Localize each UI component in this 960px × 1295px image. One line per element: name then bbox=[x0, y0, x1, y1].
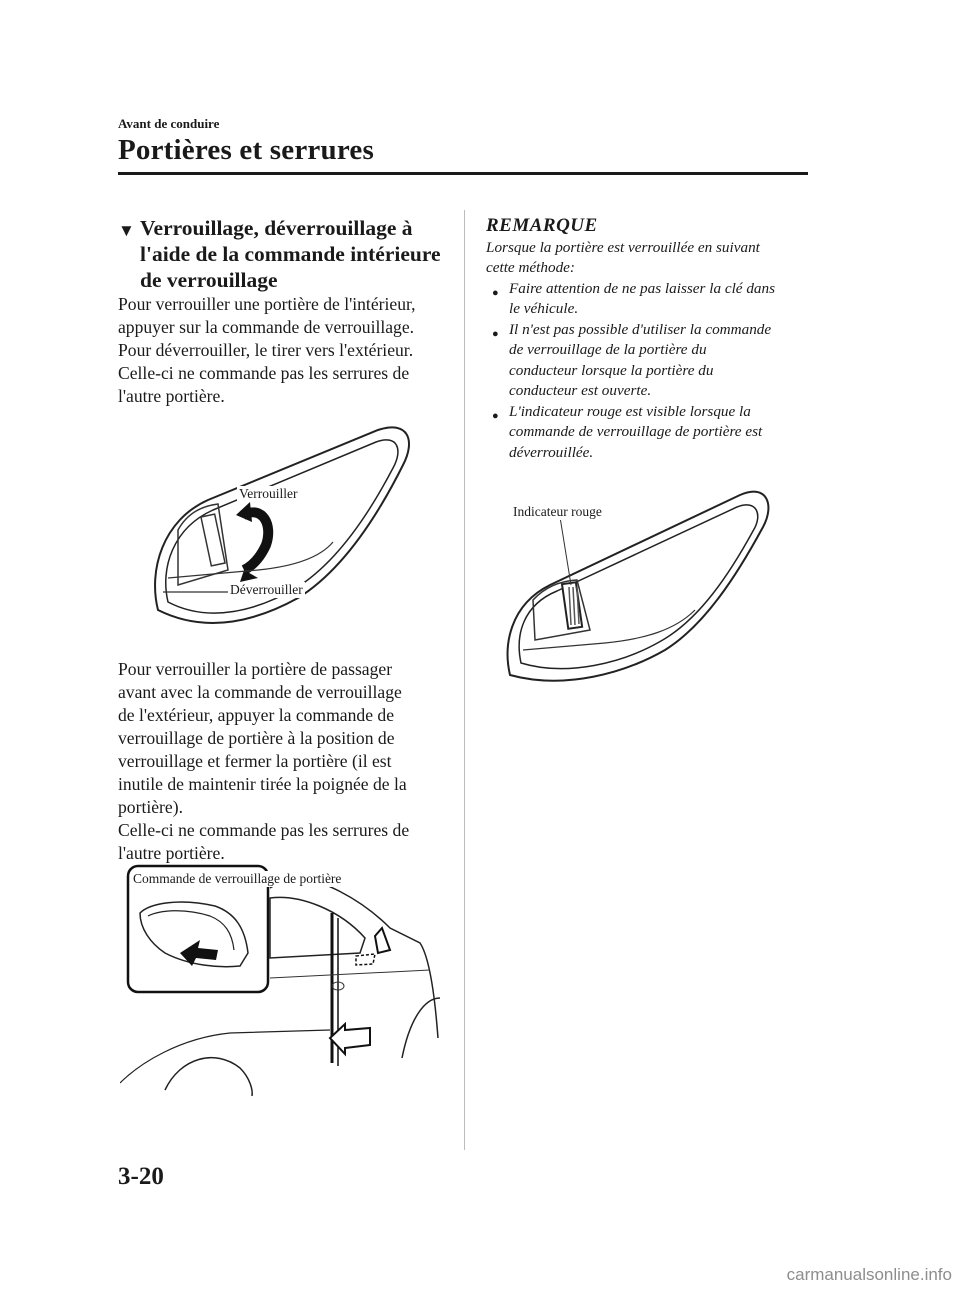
inner-handle-lock-figure bbox=[148, 420, 418, 640]
label-unlock: Déverrouiller bbox=[230, 582, 303, 597]
breadcrumb: Avant de conduire bbox=[118, 116, 220, 131]
label-lock: Verrouiller bbox=[239, 486, 298, 501]
bullet-icon: ● bbox=[492, 328, 499, 340]
text-line: l'autre portière. bbox=[118, 386, 225, 406]
text-line: Celle-ci ne commande pas les serrures de bbox=[118, 820, 410, 840]
text-line: verrouillage et fermer la portière (il est bbox=[118, 751, 392, 771]
note-bullet bbox=[486, 402, 816, 463]
heading-line: de verrouillage bbox=[140, 268, 278, 292]
title-rule bbox=[118, 172, 808, 175]
triangle-marker-icon: ▼ bbox=[118, 221, 135, 240]
text-line: inutile de maintenir tirée la poignée de la bbox=[118, 774, 407, 794]
page-title: Portières et serrures bbox=[118, 134, 374, 166]
text-line: l'autre portière. bbox=[118, 843, 225, 863]
text-line: Faire attention de ne pas laisser la clé dans bbox=[509, 280, 776, 297]
text-line: avant avec la commande de verrouillage bbox=[118, 682, 402, 702]
text-line: Il n'est pas possible d'utiliser la commande bbox=[509, 321, 772, 338]
car-door-lock-figure bbox=[120, 858, 450, 1098]
paragraph-passenger-lock bbox=[118, 658, 463, 865]
note-bullet bbox=[486, 320, 816, 402]
note-intro bbox=[486, 238, 816, 279]
text-line: Lorsque la portière est verrouillée en suivant bbox=[486, 239, 760, 256]
heading-line: l'aide de la commande intérieure bbox=[140, 242, 441, 266]
watermark: carmanualsonline.info bbox=[786, 1265, 952, 1284]
section-heading bbox=[118, 215, 458, 293]
text-line: de l'extérieur, appuyer la commande de bbox=[118, 705, 395, 725]
label-red-indicator: Indicateur rouge bbox=[513, 504, 602, 519]
text-line: commande de verrouillage de portière est bbox=[509, 423, 763, 441]
text-line: conducteur lorsque la portière du bbox=[509, 361, 714, 379]
paragraph-lock-instructions bbox=[118, 293, 463, 408]
column-divider bbox=[464, 210, 465, 1150]
text-line: Pour verrouiller une portière de l'intérieur, bbox=[118, 294, 416, 314]
text-line: portière). bbox=[118, 797, 183, 817]
bullet-icon: ● bbox=[492, 410, 499, 422]
label-door-lock-knob: Commande de verrouillage de portière bbox=[133, 871, 342, 886]
text-line: verrouillage de portière à la position de bbox=[118, 728, 395, 748]
text-line: déverrouillée. bbox=[509, 443, 594, 461]
text-line: Pour verrouiller la portière de passager bbox=[118, 659, 393, 679]
text-line: Celle-ci ne commande pas les serrures de bbox=[118, 363, 410, 383]
bullet-icon: ● bbox=[492, 287, 499, 299]
page-number: 3-20 bbox=[118, 1163, 164, 1190]
text-line: conducteur est ouverte. bbox=[509, 382, 652, 400]
text-line: cette méthode: bbox=[486, 259, 575, 277]
text-line: L'indicateur rouge est visible lorsque la bbox=[509, 403, 751, 420]
text-line: le véhicule. bbox=[509, 300, 579, 318]
note-bullet bbox=[486, 279, 816, 320]
note-title: REMARQUE bbox=[486, 215, 598, 236]
heading-line: Verrouillage, déverrouillage à bbox=[140, 216, 413, 240]
text-line: de verrouillage de la portière du bbox=[509, 341, 707, 359]
text-line: appuyer sur la commande de verrouillage. bbox=[118, 317, 415, 337]
text-line: Pour déverrouiller, le tirer vers l'extérieur. bbox=[118, 340, 414, 360]
